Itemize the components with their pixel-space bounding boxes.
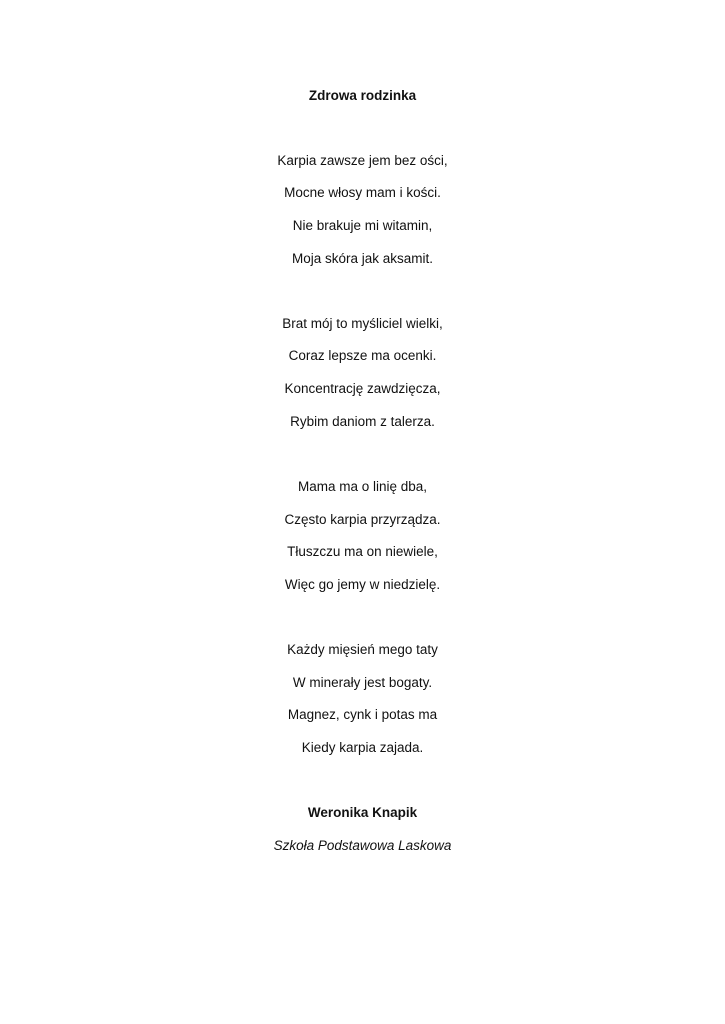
poem-line: Mocne włosy mam i kości. [284,185,441,200]
poem-line: Brat mój to myśliciel wielki, [282,316,443,331]
poem-line: Mama ma o linię dba, [297,479,428,494]
poem-line: Moja skóra jak aksamit. [291,251,434,266]
poem-line: W minerały jest bogaty. [292,675,433,690]
poem-line: Coraz lepsze ma ocenki. [288,348,437,363]
poem-line: Tłuszczu ma on niewiele, [287,544,438,559]
poem-line: Rybim daniom z talerza. [290,414,435,429]
author-name: Weronika Knapik [307,805,418,820]
poem-line: Więc go jemy w niedzielę. [284,577,441,592]
poem-line: Nie brakuje mi witamin, [292,218,433,233]
poem-line: Magnez, cynk i potas ma [287,707,438,722]
poem-line: Często karpia przyrządza. [284,512,441,527]
poem-line: Karpia zawsze jem bez ości, [277,153,448,168]
school-name: Szkoła Podstawowa Laskowa [273,838,452,853]
poem-line: Każdy mięsień mego taty [287,642,438,657]
poem-line: Kiedy karpia zajada. [301,740,424,755]
poem-title: Zdrowa rodzinka [308,88,417,103]
poem-line: Koncentrację zawdzięcza, [284,381,441,396]
